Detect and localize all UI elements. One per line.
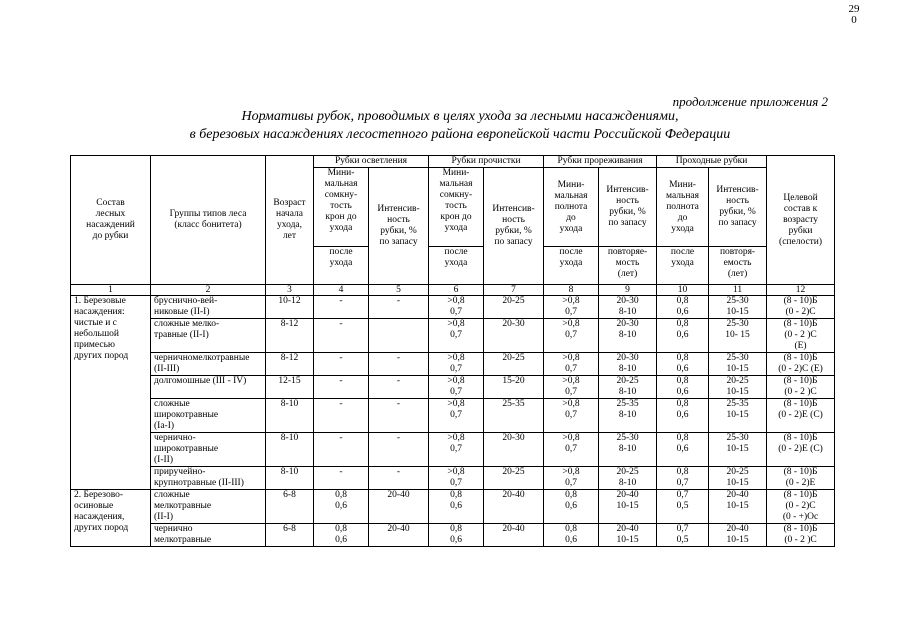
- cell-pass-intensity: 25-30 10- 15: [709, 319, 767, 353]
- cell-clean-crown: >0,8 0,7: [429, 467, 484, 490]
- cell-age: 8-10: [266, 467, 314, 490]
- cell-target: (8 - 10)Б (0 - 2)С (Е): [767, 353, 835, 376]
- header-intensity-clean: Интенсив- ность рубки, % по запасу: [484, 168, 544, 285]
- cell-clean-intensity: 20-30: [484, 433, 544, 467]
- cell-light-crown: -: [314, 319, 369, 353]
- cell-age: 6-8: [266, 490, 314, 524]
- cell-thin-density: >0,8 0,7: [544, 296, 599, 319]
- col-num-1: 1: [71, 285, 151, 296]
- cell-forest-type: сложные широкотравные (Ia-I): [151, 399, 266, 433]
- cell-age: 8-12: [266, 319, 314, 353]
- header-min-density-thin: Мини- мальная полнота до ухода: [544, 168, 599, 247]
- cell-clean-intensity: 20-40: [484, 490, 544, 524]
- header-min-density-pass: Мини- мальная полнота до ухода: [657, 168, 709, 247]
- cell-clean-intensity: 15-20: [484, 376, 544, 399]
- cell-thin-density: 0,8 0,6: [544, 490, 599, 524]
- table-body: [71, 296, 835, 547]
- cell-pass-intensity: 25-30 10-15: [709, 433, 767, 467]
- col-num-11: 11: [709, 285, 767, 296]
- header-age: Возраст начала ухода, лет: [266, 156, 314, 285]
- table-row: [71, 433, 835, 467]
- cell-age: 10-12: [266, 296, 314, 319]
- cell-composition-group: 1. Березовые насаждения: чистые и с небольшой примесью других пород: [71, 296, 151, 490]
- appendix-label: продолжение приложения 2: [672, 94, 828, 109]
- header-repeat-thin: повторяе- мость (лет): [599, 247, 657, 285]
- header-group-clean: Рубки прочистки: [429, 156, 544, 168]
- cell-light-crown: -: [314, 399, 369, 433]
- cell-age: 8-10: [266, 399, 314, 433]
- cell-clean-intensity: 20-40: [484, 524, 544, 547]
- cell-pass-density: 0,8 0,6: [657, 399, 709, 433]
- col-num-6: 6: [429, 285, 484, 296]
- table-row: [71, 490, 835, 524]
- header-after-thin: после ухода: [544, 247, 599, 285]
- table-row: [71, 319, 835, 353]
- header-group-thin: Рубки прореживания: [544, 156, 657, 168]
- cell-thin-density: >0,8 0,7: [544, 467, 599, 490]
- cell-clean-crown: >0,8 0,7: [429, 353, 484, 376]
- col-num-12: 12: [767, 285, 835, 296]
- cell-forest-type: чернично мелкотравные: [151, 524, 266, 547]
- cell-thin-density: 0,8 0,6: [544, 524, 599, 547]
- header-composition: Состав лесных насаждений до рубки: [71, 156, 151, 285]
- col-num-9: 9: [599, 285, 657, 296]
- table-row: [71, 467, 835, 490]
- table-row: [71, 399, 835, 433]
- cell-thin-intensity: 20-30 8-10: [599, 296, 657, 319]
- cell-target: (8 - 10)Б (0 - 2 )С (Е): [767, 319, 835, 353]
- standards-table: [70, 155, 835, 547]
- document-title-line-2: в березовых насаждениях лесостепного района европейской части Российской Федерации: [189, 127, 731, 142]
- header-min-crown-light: Мини- мальная сомкну- тость крон до ухода: [314, 168, 369, 247]
- cell-age: 12-15: [266, 376, 314, 399]
- header-intensity-pass: Интенсив- ность рубки, % по запасу: [709, 168, 767, 247]
- document-title-line-1: Нормативы рубок, проводимых в целях ухода за лесными насаждениями,: [241, 109, 679, 124]
- cell-thin-intensity: 25-30 8-10: [599, 433, 657, 467]
- header-intensity-thin: Интенсив- ность рубки, % по запасу: [599, 168, 657, 247]
- cell-clean-crown: >0,8 0,7: [429, 296, 484, 319]
- cell-target: (8 - 10)Б (0 - 2)Е (С): [767, 399, 835, 433]
- cell-pass-intensity: 20-40 10-15: [709, 490, 767, 524]
- header-group-pass: Проходные рубки: [657, 156, 767, 168]
- header-target: Целевой состав к возрасту рубки (спелости): [767, 156, 835, 285]
- cell-pass-density: 0,8 0,6: [657, 296, 709, 319]
- cell-forest-type: сложные мелко- травные (II-I): [151, 319, 266, 353]
- cell-pass-density: 0,7 0,5: [657, 524, 709, 547]
- cell-light-intensity: -: [369, 399, 429, 433]
- cell-pass-intensity: 20-25 10-15: [709, 467, 767, 490]
- table-row: [71, 376, 835, 399]
- cell-clean-intensity: 20-30: [484, 319, 544, 353]
- header-min-crown-clean: Мини- мальная сомкну- тость крон до ухода: [429, 168, 484, 247]
- cell-target: (8 - 10)Б (0 - 2)Е (С): [767, 433, 835, 467]
- cell-light-intensity: -: [369, 376, 429, 399]
- cell-clean-intensity: 20-25: [484, 353, 544, 376]
- header-group-light: Рубки осветления: [314, 156, 429, 168]
- header-after-clean: после ухода: [429, 247, 484, 285]
- cell-thin-intensity: 20-25 8-10: [599, 467, 657, 490]
- col-num-3: 3: [266, 285, 314, 296]
- cell-light-crown: -: [314, 296, 369, 319]
- cell-light-intensity: 20-40: [369, 524, 429, 547]
- cell-pass-intensity: 25-30 10-15: [709, 353, 767, 376]
- cell-thin-density: >0,8 0,7: [544, 433, 599, 467]
- cell-clean-intensity: 20-25: [484, 467, 544, 490]
- table-row: [71, 524, 835, 547]
- cell-light-crown: -: [314, 433, 369, 467]
- cell-pass-density: 0,8 0,6: [657, 353, 709, 376]
- header-intensity-light: Интенсив- ность рубки, % по запасу: [369, 168, 429, 285]
- cell-light-crown: -: [314, 353, 369, 376]
- col-num-5: 5: [369, 285, 429, 296]
- cell-pass-intensity: 25-35 10-15: [709, 399, 767, 433]
- cell-light-crown: -: [314, 376, 369, 399]
- cell-clean-crown: >0,8 0,7: [429, 399, 484, 433]
- cell-pass-density: 0,7 0,5: [657, 490, 709, 524]
- cell-clean-intensity: 20-25: [484, 296, 544, 319]
- cell-clean-crown: >0,8 0,7: [429, 433, 484, 467]
- cell-age: 6-8: [266, 524, 314, 547]
- cell-clean-intensity: 25-35: [484, 399, 544, 433]
- cell-thin-intensity: 20-30 8-10: [599, 353, 657, 376]
- cell-pass-density: 0,8 0,6: [657, 433, 709, 467]
- cell-clean-crown: 0,8 0,6: [429, 524, 484, 547]
- cell-pass-intensity: 25-30 10-15: [709, 296, 767, 319]
- cell-pass-density: 0,8 0,6: [657, 319, 709, 353]
- cell-target: (8 - 10)Б (0 - 2)С (0 - +)Ос: [767, 490, 835, 524]
- cell-thin-intensity: 20-30 8-10: [599, 319, 657, 353]
- cell-thin-intensity: 20-25 8-10: [599, 376, 657, 399]
- cell-thin-density: >0,8 0,7: [544, 353, 599, 376]
- cell-target: (8 - 10)Б (0 - 2)С: [767, 296, 835, 319]
- table-row: [71, 296, 835, 319]
- cell-light-intensity: [369, 319, 429, 353]
- cell-light-intensity: -: [369, 296, 429, 319]
- cell-thin-density: >0,8 0,7: [544, 319, 599, 353]
- cell-pass-intensity: 20-25 10-15: [709, 376, 767, 399]
- cell-light-intensity: -: [369, 433, 429, 467]
- cell-light-crown: -: [314, 467, 369, 490]
- cell-pass-density: 0,8 0,7: [657, 467, 709, 490]
- cell-thin-intensity: 20-40 10-15: [599, 490, 657, 524]
- cell-clean-crown: 0,8 0,6: [429, 490, 484, 524]
- cell-light-intensity: -: [369, 467, 429, 490]
- cell-light-crown: 0,8 0,6: [314, 524, 369, 547]
- cell-target: (8 - 10)Б (0 - 2)Е: [767, 467, 835, 490]
- col-num-4: 4: [314, 285, 369, 296]
- cell-forest-type: сложные мелкотравные (II-I): [151, 490, 266, 524]
- cell-pass-density: 0,8 0,6: [657, 376, 709, 399]
- cell-composition-group: 2. Березово- осиновые насаждения, других пород: [71, 490, 151, 547]
- col-num-8: 8: [544, 285, 599, 296]
- cell-forest-type: долгомошные (III - IV): [151, 376, 266, 399]
- cell-light-crown: 0,8 0,6: [314, 490, 369, 524]
- cell-forest-type: чернично- широкотравные (I-II): [151, 433, 266, 467]
- header-repeat-pass: повторя- емость (лет): [709, 247, 767, 285]
- cell-light-intensity: -: [369, 353, 429, 376]
- cell-light-intensity: 20-40: [369, 490, 429, 524]
- cell-thin-density: >0,8 0,7: [544, 399, 599, 433]
- table-row: [71, 353, 835, 376]
- cell-forest-type: черничномелкотравные (II-III): [151, 353, 266, 376]
- cell-target: (8 - 10)Б (0 - 2 )С: [767, 376, 835, 399]
- header-after-light: после ухода: [314, 247, 369, 285]
- col-num-10: 10: [657, 285, 709, 296]
- cell-thin-density: >0,8 0,7: [544, 376, 599, 399]
- cell-clean-crown: >0,8 0,7: [429, 376, 484, 399]
- cell-pass-intensity: 20-40 10-15: [709, 524, 767, 547]
- header-after-pass: после ухода: [657, 247, 709, 285]
- col-num-7: 7: [484, 285, 544, 296]
- cell-clean-crown: >0,8 0,7: [429, 319, 484, 353]
- header-forest-groups: Группы типов леса (класс бонитета): [151, 156, 266, 285]
- cell-age: 8-10: [266, 433, 314, 467]
- cell-forest-type: приручейно- крупнотравные (II-III): [151, 467, 266, 490]
- cell-age: 8-12: [266, 353, 314, 376]
- page-number: 29 0: [848, 3, 860, 26]
- cell-target: (8 - 10)Б (0 - 2 )С: [767, 524, 835, 547]
- col-num-2: 2: [151, 285, 266, 296]
- cell-thin-intensity: 25-35 8-10: [599, 399, 657, 433]
- cell-forest-type: бруснично-вей- никовые (II-I): [151, 296, 266, 319]
- cell-thin-intensity: 20-40 10-15: [599, 524, 657, 547]
